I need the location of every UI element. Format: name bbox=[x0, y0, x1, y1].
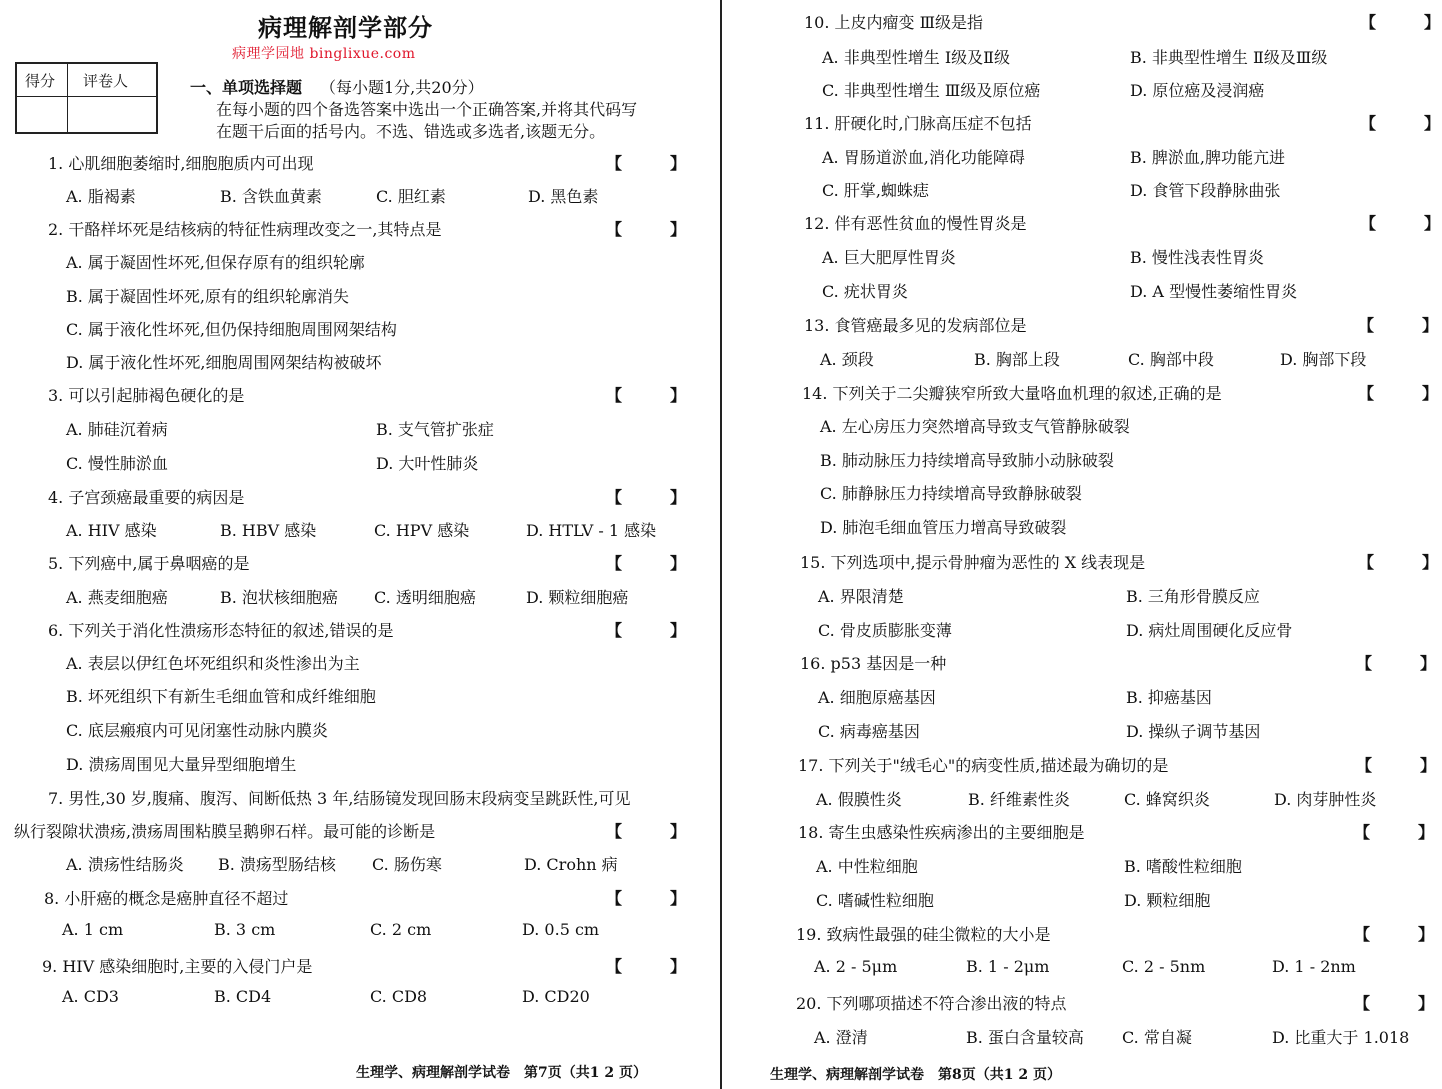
question-12-stem: 12. 伴有恶性贫血的慢性胃炎是 bbox=[804, 214, 1027, 233]
answer-bracket-4[interactable]: 【 】 bbox=[606, 488, 687, 507]
answer-bracket-20[interactable]: 【 】 bbox=[1354, 994, 1435, 1013]
q20-option-a: A. 澄清 bbox=[814, 1028, 868, 1047]
q9-option-a: A. CD3 bbox=[62, 987, 119, 1006]
answer-bracket-2[interactable]: 【 】 bbox=[606, 220, 687, 239]
question-1-stem: 1. 心肌细胞萎缩时,细胞胞质内可出现 bbox=[48, 154, 314, 173]
question-2-stem: 2. 干酪样坏死是结核病的特征性病理改变之一,其特点是 bbox=[48, 220, 442, 239]
question-11-stem: 11. 肝硬化时,门脉高压症不包括 bbox=[804, 114, 1032, 133]
q1-option-a: A. 脂褐素 bbox=[66, 187, 136, 206]
q2-option-a: A. 属于凝固性坏死,但保存原有的组织轮廓 bbox=[66, 253, 365, 272]
q8-option-b: B. 3 cm bbox=[214, 920, 276, 939]
q7-option-b: B. 溃疡型肠结核 bbox=[218, 855, 336, 874]
question-8-stem: 8. 小肝癌的概念是癌肿直径不超过 bbox=[44, 889, 289, 908]
q15-option-c: C. 骨皮质膨胀变薄 bbox=[818, 621, 952, 640]
question-14-stem: 14. 下列关于二尖瓣狭窄所致大量咯血机理的叙述,正确的是 bbox=[802, 384, 1222, 403]
q4-option-b: B. HBV 感染 bbox=[220, 521, 317, 540]
q13-option-d: D. 胸部下段 bbox=[1280, 350, 1367, 369]
question-19-stem: 19. 致病性最强的硅尘微粒的大小是 bbox=[796, 925, 1051, 944]
q12-option-d: D. A 型慢性萎缩性胃炎 bbox=[1130, 282, 1298, 301]
q6-option-a: A. 表层以伊红色坏死组织和炎性渗出为主 bbox=[66, 654, 360, 673]
page-footer: 生理学、病理解剖学试卷 第7页（共1 2 页） bbox=[356, 1065, 647, 1081]
q2-option-b: B. 属于凝固性坏死,原有的组织轮廓消失 bbox=[66, 287, 350, 306]
q5-option-b: B. 泡状核细胞癌 bbox=[220, 588, 338, 607]
q5-option-a: A. 燕麦细胞癌 bbox=[66, 588, 168, 607]
question-15-stem: 15. 下列选项中,提示骨肿瘤为恶性的 X 线表现是 bbox=[800, 553, 1146, 572]
q17-option-c: C. 蜂窝织炎 bbox=[1124, 790, 1210, 809]
instructions-line-2: 在题干后面的括号内。不选、错选或多选者,该题无分。 bbox=[216, 122, 606, 141]
q17-option-b: B. 纤维素性炎 bbox=[968, 790, 1070, 809]
question-9-stem: 9. HIV 感染细胞时,主要的入侵门户是 bbox=[42, 957, 313, 976]
q12-option-b: B. 慢性浅表性胃炎 bbox=[1130, 248, 1264, 267]
question-7-stem-cont: 纵行裂隙状溃疡,溃疡周围粘膜呈鹅卵石样。最可能的诊断是 bbox=[14, 822, 436, 841]
q19-option-b: B. 1 - 2μm bbox=[966, 957, 1050, 976]
question-3-stem: 3. 可以引起肺褐色硬化的是 bbox=[48, 386, 245, 405]
q18-option-b: B. 嗜酸性粒细胞 bbox=[1124, 857, 1242, 876]
answer-bracket-15[interactable]: 【 】 bbox=[1358, 553, 1439, 572]
q2-option-d: D. 属于液化性坏死,细胞周围网架结构被破坏 bbox=[66, 353, 382, 372]
q8-option-a: A. 1 cm bbox=[62, 920, 124, 939]
q16-option-d: D. 操纵子调节基因 bbox=[1126, 722, 1261, 741]
q20-option-c: C. 常自凝 bbox=[1122, 1028, 1192, 1047]
q1-option-d: D. 黑色素 bbox=[528, 187, 599, 206]
q20-option-b: B. 蛋白含量较高 bbox=[966, 1028, 1084, 1047]
q14-option-c: C. 肺静脉压力持续增高导致静脉破裂 bbox=[820, 484, 1082, 503]
q11-option-a: A. 胃肠道淤血,消化功能障碍 bbox=[822, 148, 1025, 167]
section-title: 病理解剖学部分 bbox=[258, 13, 433, 42]
answer-bracket-19[interactable]: 【 】 bbox=[1354, 925, 1435, 944]
score-box bbox=[15, 62, 158, 134]
q11-option-c: C. 肝掌,蜘蛛痣 bbox=[822, 181, 929, 200]
watermark: 病理学园地 binglixue.com bbox=[232, 46, 416, 62]
answer-bracket-11[interactable]: 【 】 bbox=[1360, 114, 1441, 133]
q19-option-d: D. 1 - 2nm bbox=[1272, 957, 1356, 976]
q7-option-a: A. 溃疡性结肠炎 bbox=[66, 855, 184, 874]
question-18-stem: 18. 寄生虫感染性疾病渗出的主要细胞是 bbox=[798, 823, 1085, 842]
answer-bracket-10[interactable]: 【 】 bbox=[1360, 13, 1441, 32]
q15-option-d: D. 病灶周围硬化反应骨 bbox=[1126, 621, 1293, 640]
q1-option-c: C. 胆红素 bbox=[376, 187, 446, 206]
q17-option-d: D. 肉芽肿性炎 bbox=[1274, 790, 1377, 809]
q8-option-d: D. 0.5 cm bbox=[522, 920, 600, 939]
q19-option-a: A. 2 - 5μm bbox=[814, 957, 898, 976]
q14-option-b: B. 肺动脉压力持续增高导致肺小动脉破裂 bbox=[820, 451, 1114, 470]
answer-bracket-5[interactable]: 【 】 bbox=[606, 554, 687, 573]
q5-option-c: C. 透明细胞癌 bbox=[374, 588, 476, 607]
question-7-stem: 7. 男性,30 岁,腹痛、腹泻、间断低热 3 年,结肠镜发现回肠末段病变呈跳跃性,可见 bbox=[48, 789, 631, 808]
q5-option-d: D. 颗粒细胞癌 bbox=[526, 588, 629, 607]
q7-option-d: D. Crohn 病 bbox=[524, 855, 618, 874]
q9-option-d: D. CD20 bbox=[522, 987, 590, 1006]
q12-option-c: C. 疣状胃炎 bbox=[822, 282, 908, 301]
question-17-stem: 17. 下列关于"绒毛心"的病变性质,描述最为确切的是 bbox=[798, 756, 1169, 775]
q14-option-d: D. 肺泡毛细血管压力增高导致破裂 bbox=[820, 518, 1067, 537]
section-note: （每小题1分,共20分） bbox=[320, 78, 484, 97]
answer-bracket-6[interactable]: 【 】 bbox=[606, 621, 687, 640]
q14-option-a: A. 左心房压力突然增高导致支气管静脉破裂 bbox=[820, 417, 1130, 436]
q10-option-b: B. 非典型性增生 Ⅱ级及Ⅲ级 bbox=[1130, 48, 1328, 67]
score-label: 得分 bbox=[25, 72, 56, 90]
question-16-stem: 16. p53 基因是一种 bbox=[800, 654, 947, 673]
q2-option-c: C. 属于液化性坏死,但仍保持细胞周围网架结构 bbox=[66, 320, 397, 339]
answer-bracket-12[interactable]: 【 】 bbox=[1360, 214, 1441, 233]
q4-option-c: C. HPV 感染 bbox=[374, 521, 470, 540]
q13-option-b: B. 胸部上段 bbox=[974, 350, 1060, 369]
page-footer: 生理学、病理解剖学试卷 第8页（共1 2 页） bbox=[770, 1067, 1061, 1083]
q3-option-c: C. 慢性肺淤血 bbox=[66, 454, 168, 473]
answer-bracket-9[interactable]: 【 】 bbox=[606, 957, 687, 976]
page-divider bbox=[720, 0, 722, 1089]
q9-option-c: C. CD8 bbox=[370, 987, 428, 1006]
q6-option-d: D. 溃疡周围见大量异型细胞增生 bbox=[66, 755, 297, 774]
answer-bracket-1[interactable]: 【 】 bbox=[606, 154, 687, 173]
q13-option-a: A. 颈段 bbox=[820, 350, 874, 369]
q10-option-a: A. 非典型性增生 Ⅰ级及Ⅱ级 bbox=[822, 48, 1011, 67]
question-4-stem: 4. 子宫颈癌最重要的病因是 bbox=[48, 488, 245, 507]
q15-option-a: A. 界限清楚 bbox=[818, 587, 904, 606]
q7-option-c: C. 肠伤寒 bbox=[372, 855, 442, 874]
answer-bracket-18[interactable]: 【 】 bbox=[1354, 823, 1435, 842]
q17-option-a: A. 假膜性炎 bbox=[816, 790, 902, 809]
q16-option-c: C. 病毒癌基因 bbox=[818, 722, 920, 741]
q15-option-b: B. 三角形骨膜反应 bbox=[1126, 587, 1260, 606]
q6-option-b: B. 坏死组织下有新生毛细血管和成纤维细胞 bbox=[66, 687, 376, 706]
exam-page-8 bbox=[728, 0, 1442, 1089]
question-10-stem: 10. 上皮内瘤变 Ⅲ级是指 bbox=[804, 13, 984, 32]
q1-option-b: B. 含铁血黄素 bbox=[220, 187, 322, 206]
q20-option-d: D. 比重大于 1.018 bbox=[1272, 1028, 1410, 1047]
q3-option-a: A. 肺硅沉着病 bbox=[66, 420, 168, 439]
q18-option-d: D. 颗粒细胞 bbox=[1124, 891, 1211, 910]
question-13-stem: 13. 食管癌最多见的发病部位是 bbox=[804, 316, 1027, 335]
grader-label: 评卷人 bbox=[83, 72, 129, 90]
q4-option-a: A. HIV 感染 bbox=[66, 521, 157, 540]
q16-option-b: B. 抑癌基因 bbox=[1126, 688, 1212, 707]
instructions-line-1: 在每小题的四个备选答案中选出一个正确答案,并将其代码写 bbox=[216, 100, 638, 119]
question-20-stem: 20. 下列哪项描述不符合渗出液的特点 bbox=[796, 994, 1067, 1013]
q16-option-a: A. 细胞原癌基因 bbox=[818, 688, 936, 707]
q9-option-b: B. CD4 bbox=[214, 987, 272, 1006]
question-6-stem: 6. 下列关于消化性溃疡形态特征的叙述,错误的是 bbox=[48, 621, 394, 640]
q11-option-b: B. 脾淤血,脾功能亢进 bbox=[1130, 148, 1286, 167]
q13-option-c: C. 胸部中段 bbox=[1128, 350, 1214, 369]
answer-bracket-14[interactable]: 【 】 bbox=[1358, 384, 1439, 403]
q3-option-d: D. 大叶性肺炎 bbox=[376, 454, 479, 473]
q8-option-c: C. 2 cm bbox=[370, 920, 432, 939]
q6-option-c: C. 底层瘢痕内可见闭塞性动脉内膜炎 bbox=[66, 721, 328, 740]
answer-bracket-7[interactable]: 【 】 bbox=[606, 822, 687, 841]
q4-option-d: D. HTLV - 1 感染 bbox=[526, 521, 657, 540]
answer-bracket-17[interactable]: 【 】 bbox=[1356, 756, 1437, 775]
q18-option-a: A. 中性粒细胞 bbox=[816, 857, 918, 876]
answer-bracket-3[interactable]: 【 】 bbox=[606, 386, 687, 405]
q3-option-b: B. 支气管扩张症 bbox=[376, 420, 494, 439]
q10-option-d: D. 原位癌及浸润癌 bbox=[1130, 81, 1265, 100]
section-heading: 一、单项选择题 bbox=[190, 78, 303, 97]
q12-option-a: A. 巨大肥厚性胃炎 bbox=[822, 248, 956, 267]
answer-bracket-8[interactable]: 【 】 bbox=[606, 889, 687, 908]
exam-page-7 bbox=[0, 0, 712, 1089]
q19-option-c: C. 2 - 5nm bbox=[1122, 957, 1206, 976]
answer-bracket-13[interactable]: 【 】 bbox=[1358, 316, 1439, 335]
q10-option-c: C. 非典型性增生 Ⅲ级及原位癌 bbox=[822, 81, 1041, 100]
question-5-stem: 5. 下列癌中,属于鼻咽癌的是 bbox=[48, 554, 250, 573]
q11-option-d: D. 食管下段静脉曲张 bbox=[1130, 181, 1281, 200]
q18-option-c: C. 嗜碱性粒细胞 bbox=[816, 891, 934, 910]
answer-bracket-16[interactable]: 【 】 bbox=[1356, 654, 1437, 673]
